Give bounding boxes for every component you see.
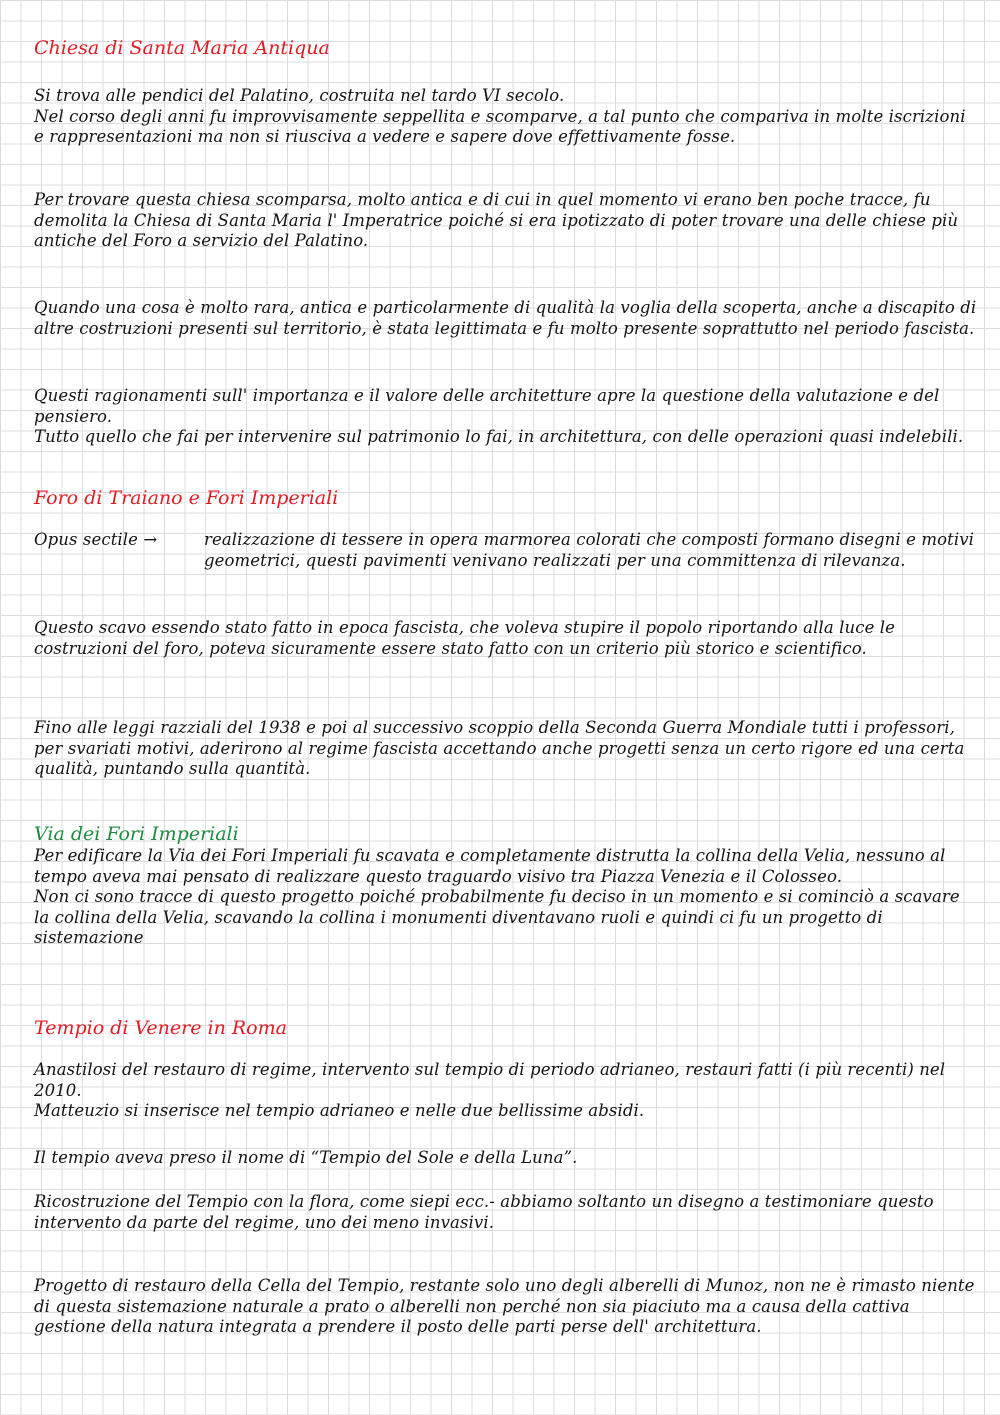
paragraph: Anastilosi del restauro di regime, intervento sul tempio di periodo adrianeo, restauri fatti (i più recenti) nel 2010. [34,1060,946,1100]
paragraph: Nel corso degli anni fu improvvisamente seppellita e scomparve, a tal punto che compariva in molte iscrizioni e rappresentazioni ma non si riusciva a vedere e sapere dove effettivamente fosse. [34,106,966,146]
heading-via-dei-fori: Via dei Fori Imperiali [34,823,239,845]
paragraph: Per trovare questa chiesa scomparsa, molto antica e di cui in quel momento vi erano ben poche tracce, fu demolita la Chiesa di Santa Maria l' Imperatrice poiché si era ipotizzato di poter trovare una delle chiese più antiche del Foro a servizio del Palatino. [34,190,959,250]
definition-term: Opus sectile → [34,530,158,549]
section-tempio-nome [34,1148,979,1169]
paragraph: Si trova alle pendici del Palatino, costruita nel tardo VI secolo. [34,86,565,105]
section-reasoning [34,386,979,448]
paragraph: Il tempio aveva preso il nome di “Tempio del Sole e della Luna”. [34,1148,578,1167]
section-scavo [34,618,979,659]
section-rarity [34,298,979,339]
section-cella-del-tempio [34,1276,979,1338]
paragraph: Progetto di restauro della Cella del Tempio, restante solo uno degli alberelli di Munoz, non ne è rimasto niente di questa sistemazione naturale a prato o alberelli non perché non sia piaciuto ma a causa della cattiva gestione della natura integrata a prendere il posto delle parti perse dell' architettura. [34,1276,975,1336]
paragraph: Non ci sono tracce di questo progetto poiché probabilmente fu deciso in un momento e si cominciò a scavare la collina della Velia, scavando la collina i monumenti diventavano ruoli e quindi ci fu un progetto di sistemazione [34,887,960,947]
heading-tempio-di-venere: Tempio di Venere in Roma [34,1017,287,1039]
section-santa-maria-antiqua [34,36,979,148]
paragraph: Per edificare la Via dei Fori Imperiali fu scavata e completamente distrutta la collina della Velia, nessuno al tempo aveva mai pensato di realizzare questo traguardo visivo tra Piazza Venezia e il Colosseo. [34,846,946,886]
heading-santa-maria-antiqua: Chiesa di Santa Maria Antiqua [34,37,330,59]
opus-sectile-definition [34,530,979,571]
section-demolition [34,190,979,252]
paragraph: Questo scavo essendo stato fatto in epoca fascista, che voleva stupire il popolo riportando alla luce le costruzioni del foro, poteva sicuramente essere stato fatto con un criterio più storico e scientifico. [34,618,896,658]
paragraph: Quando una cosa è molto rara, antica e particolarmente di qualità la voglia della scoperta, anche a discapito di altre costruzioni presenti sul territorio, è stata legittimata e fu molto presente soprattutto nel periodo fascista. [34,298,977,338]
section-foro-di-traiano [34,486,979,571]
paragraph: Matteuzio si inserisce nel tempio adrianeo e nelle due bellissime absidi. [34,1101,645,1120]
paragraph: Questi ragionamenti sull' importanza e il valore delle architetture apre la questione della valutazione e del pensiero. [34,386,940,426]
section-tempio-di-venere [34,1016,979,1122]
definition-text: realizzazione di tessere in opera marmorea colorati che composti formano disegni e motivi geometrici, questi pavimenti venivano realizzati per una committenza di rilevanza. [204,530,975,570]
heading-foro-di-traiano: Foro di Traiano e Fori Imperiali [34,487,339,509]
paragraph: Tutto quello che fai per intervenire sul patrimonio lo fai, in architettura, con delle operazioni quasi indelebili. [34,427,964,446]
paragraph: Ricostruzione del Tempio con la flora, come siepi ecc.- abbiamo soltanto un disegno a testimoniare questo intervento da parte del regime, uno dei meno invasivi. [34,1192,934,1232]
section-ricostruzione [34,1192,979,1233]
section-leggi-razziali [34,718,979,780]
paragraph: Fino alle leggi razziali del 1938 e poi al successivo scoppio della Seconda Guerra Mondiale tutti i professori, per svariati motivi, aderirono al regime fascista accettando anche progetti senza un certo rigore ed una certa qualità, puntando sulla quantità. [34,718,965,778]
section-via-dei-fori [34,822,979,949]
